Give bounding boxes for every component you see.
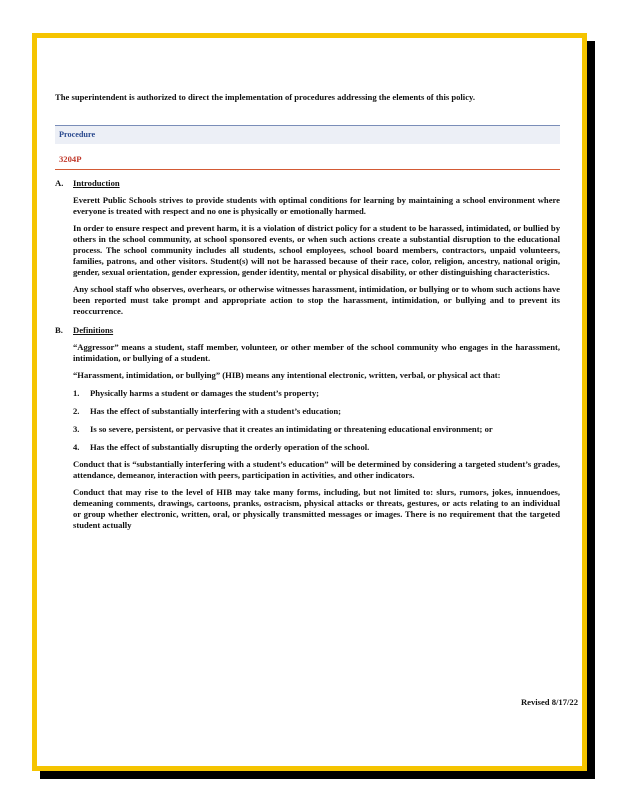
list-item xyxy=(73,388,560,399)
list-text: Has the effect of substantially interfering with a student’s education; xyxy=(90,406,342,416)
procedure-code: 3204P xyxy=(55,154,560,170)
list-number: 1. xyxy=(73,388,80,398)
list-item xyxy=(73,406,560,417)
list-text: Has the effect of substantially disrupting the orderly operation of the school. xyxy=(90,442,370,452)
list-text: Physically harms a student or damages the student’s property; xyxy=(90,388,320,398)
section-b-heading xyxy=(55,325,560,336)
section-letter: B. xyxy=(55,325,63,335)
paragraph: Any school staff who observes, overhears, or otherwise witnesses harassment, intimidation, or bullying or to whom such actions have been reported must take prompt and appropriate action to stop the harassment, intimidation, or bullying and to prevent its reoccurrence. xyxy=(73,284,560,316)
section-title: Introduction xyxy=(73,178,120,188)
paragraph: Everett Public Schools strives to provide students with optimal conditions for learning by maintaining a school environment where everyone is treated with respect and no one is physically or emotionally harmed. xyxy=(73,195,560,216)
list-item xyxy=(73,424,560,435)
aggressor-definition: “Aggressor” means a student, staff member, volunteer, or other member of the school community who engages in the harassment, intimidation, or bullying of a student. xyxy=(73,342,560,363)
list-number: 4. xyxy=(73,442,80,452)
revision-date: Revised 8/17/22 xyxy=(520,697,578,707)
list-number: 2. xyxy=(73,406,80,416)
paragraph: In order to ensure respect and prevent harm, it is a violation of district policy for a student to be harassed, intimidated, or bullied by others in the school community, at school sponsored events, or when such actions create a substantial disruption to the educational process. The school community includes all students, school employees, school board members, contractors, unpaid volunteers, families, patrons, and other visitors. Student(s) will not be harassed because of their race, color, religion, ancestry, national origin, gender, sexual orientation, gender expression, gender identity, mental or physical disability, or other distinguishing characteristics. xyxy=(73,223,560,277)
interfering-paragraph: Conduct that is “substantially interfering with a student’s education” will be determined by considering a targeted student’s grades, attendance, demeanor, interaction with peers, participation in activities, and other indicators. xyxy=(73,459,560,480)
section-a-heading xyxy=(55,178,560,189)
intro-paragraph: The superintendent is authorized to direct the implementation of procedures addressing the elements of this policy. xyxy=(55,92,475,102)
section-title: Definitions xyxy=(73,325,114,335)
list-text: Is so severe, persistent, or pervasive that it creates an intimidating or threatening educational environment; or xyxy=(90,424,493,434)
page-content xyxy=(55,84,560,531)
list-number: 3. xyxy=(73,424,80,434)
conduct-paragraph: Conduct that may rise to the level of HIB may take many forms, including, but not limited to: slurs, rumors, jokes, innuendoes, demeaning comments, drawings, cartoons, pranks, ostracism, physical attacks or threats, gestures, or acts relating to an individual or group whether electronic, written, oral, or physically transmitted messages or images. There is no requirement that the targeted student actually xyxy=(73,487,560,530)
list-item xyxy=(73,442,560,453)
procedure-header: Procedure xyxy=(55,125,560,144)
document-page xyxy=(32,33,587,771)
section-letter: A. xyxy=(55,178,64,188)
hib-definition: “Harassment, intimidation, or bullying” (HIB) means any intentional electronic, written, verbal, or physical act that: xyxy=(73,370,501,380)
